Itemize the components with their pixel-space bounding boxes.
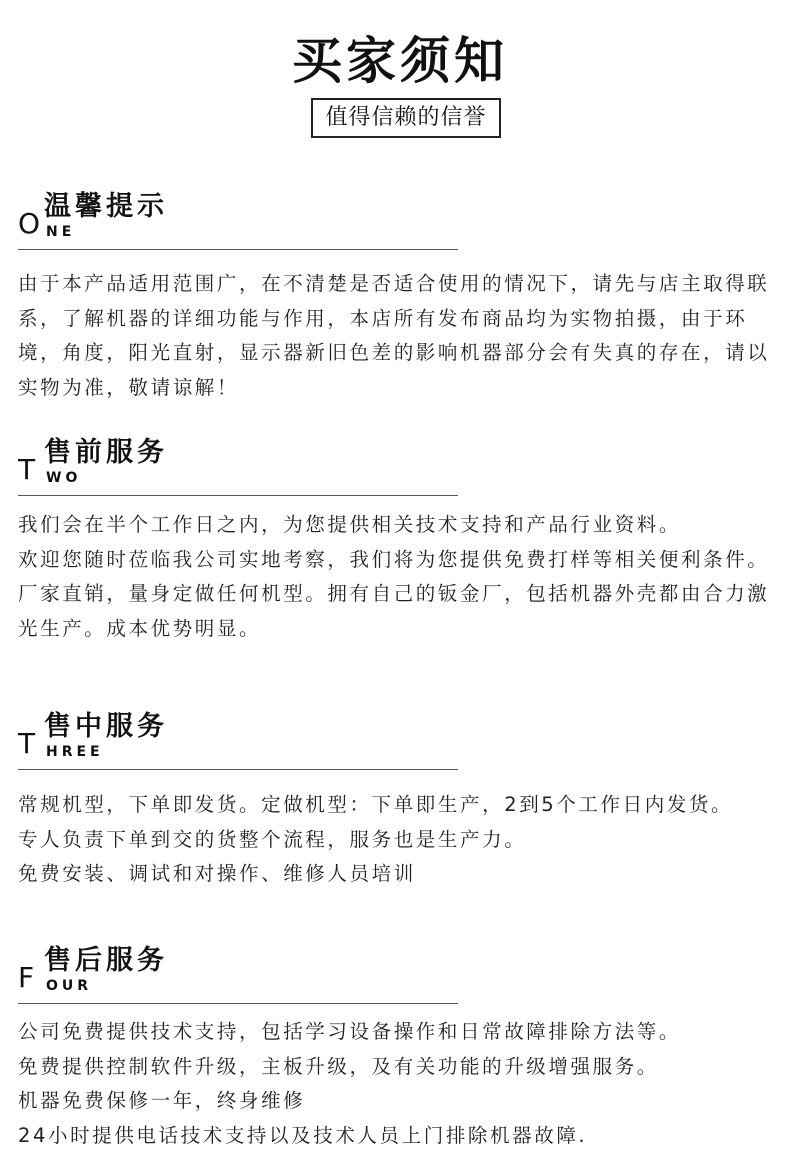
section-one-body (18, 267, 788, 405)
section-divider (18, 769, 458, 771)
section-initial-letter: T (18, 727, 36, 760)
paragraph: 专人负责下单到交的货整个流程，服务也是生产力。 (18, 827, 527, 851)
section-four-header (18, 944, 458, 1004)
paragraph: 24小时提供电话技术支持以及技术人员上门排除机器故障. (18, 1123, 588, 1147)
subtitle-badge: 值得信赖的信誉 (311, 98, 501, 138)
paragraph: 由于本产品适用范围广，在不清楚是否适合使用的情况下，请先与店主取得联系，了解机器的详细功能与作用，本店所有发布商品均为实物拍摄，由于环境，角度，阳光直射，显示器新旧色差的影响机器部分会有失真的存在，请以实物为准，敬请谅解！ (18, 272, 770, 399)
section-english-tail: WO (46, 470, 82, 486)
paragraph: 我们会在半个工作日之内，为您提供相关技术支持和产品行业资料。 (18, 513, 682, 536)
section-initial-letter: F (18, 961, 35, 994)
section-initial-letter: T (18, 453, 36, 486)
section-heading: 售前服务 (44, 437, 168, 468)
paragraph: 免费安装、调试和对操作、维修人员培训 (18, 862, 416, 885)
section-four-body (18, 1015, 788, 1153)
section-heading: 售后服务 (44, 945, 168, 976)
section-two-header (18, 436, 458, 496)
paragraph: 欢迎您随时莅临我公司实地考察，我们将为您提供免费打样等相关便利条件。 (18, 547, 770, 571)
section-heading: 售中服务 (44, 711, 168, 742)
section-three-body (18, 788, 788, 892)
section-heading: 温馨提示 (44, 191, 168, 222)
section-divider (18, 249, 458, 251)
section-english-tail: NE (46, 224, 76, 240)
section-divider (18, 1003, 458, 1005)
page-title: 买家须知 (292, 32, 508, 90)
section-english-tail: OUR (46, 978, 93, 994)
section-initial-letter: O (18, 207, 41, 240)
section-english-tail: HREE (46, 744, 104, 760)
paragraph: 公司免费提供技术支持，包括学习设备操作和日常故障排除方法等。 (18, 1020, 682, 1043)
section-three-header (18, 710, 458, 770)
paragraph: 常规机型，下单即发货。定做机型：下单即生产，2到5个工作日内发货。 (18, 793, 734, 816)
section-divider (18, 495, 458, 497)
paragraph: 机器免费保修一年，终身维修 (18, 1089, 306, 1112)
section-one-header (18, 190, 458, 250)
paragraph: 厂家直销，量身定做任何机型。拥有自己的钣金厂，包括机器外壳都由合力激光生产。成本优势明显。 (18, 582, 770, 640)
section-two-body (18, 508, 788, 646)
paragraph: 免费提供控制软件升级，主板升级，及有关功能的升级增强服务。 (18, 1054, 659, 1078)
